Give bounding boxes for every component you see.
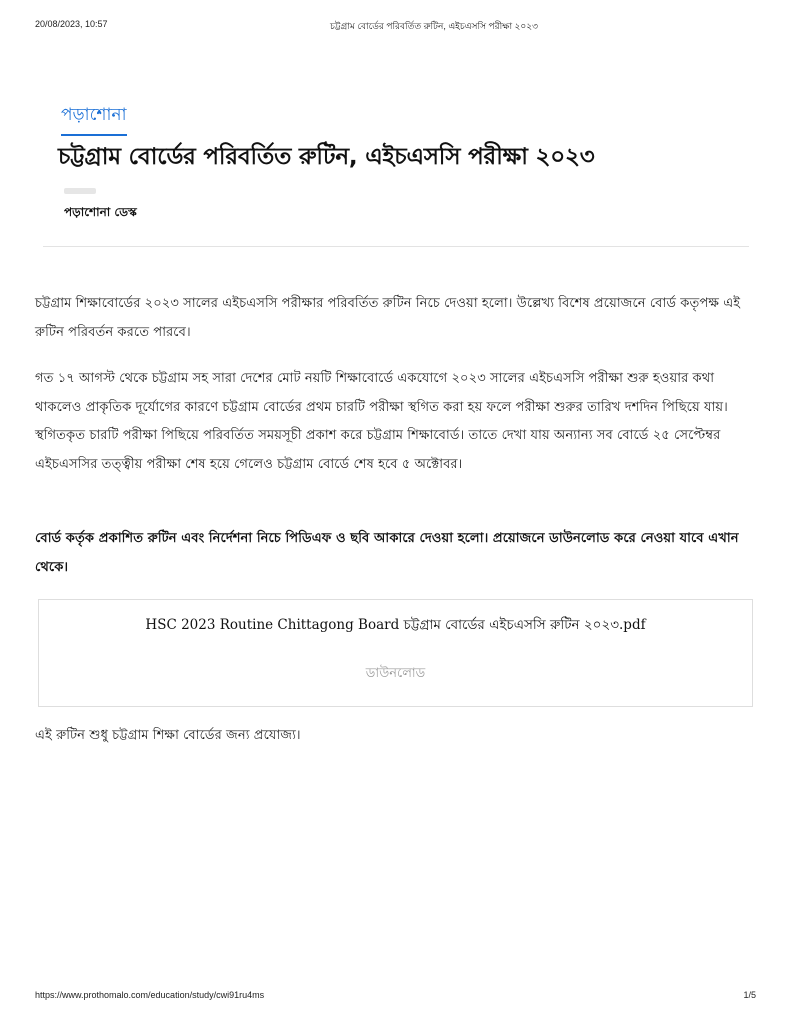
page-url: https://www.prothomalo.com/education/study/cwi91ru4ms bbox=[35, 990, 265, 1000]
paragraph-download-note: বোর্ড কর্তৃক প্রকাশিত রুটিন এবং নির্দেশনা নিচে পিডিএফ ও ছবি আকারে দেওয়া হলো। প্রয়োজনে ডাউনলোড করে নেওয়া যাবে এখান থেকে। bbox=[35, 531, 739, 575]
print-footer bbox=[35, 990, 756, 1004]
attachment-box bbox=[38, 599, 753, 707]
print-page-title: চট্টগ্রাম বোর্ডের পরিবর্তিত রুটিন, এইচএসসি পরীক্ষা ২০২৩ bbox=[330, 21, 538, 31]
download-button[interactable]: ডাউনলোড bbox=[365, 666, 426, 681]
paragraph-intro: চট্টগ্রাম শিক্ষাবোর্ডের ২০২৩ সালের এইচএসসি পরীক্ষার পরিবর্তিত রুটিন নিচে দেওয়া হলো। উল্লেখ্য বিশেষ প্রয়োজনে বোর্ড কতৃপক্ষ এই রুটিন পরিবর্তন করতে পারবে। bbox=[35, 296, 741, 340]
author-name[interactable]: পড়াশোনা ডেস্ক bbox=[64, 205, 137, 219]
print-header bbox=[35, 19, 756, 35]
article-title: চট্টগ্রাম বোর্ডের পরিবর্তিত রুটিন, এইচএসসি পরীক্ষা ২০২৩ bbox=[58, 144, 595, 170]
author-avatar-placeholder bbox=[64, 188, 96, 194]
category-link[interactable]: পড়াশোনা bbox=[61, 102, 127, 136]
paragraph-applicability: এই রুটিন শুধু চট্টগ্রাম শিক্ষা বোর্ডের জন্য প্রযোজ্য। bbox=[35, 728, 301, 743]
print-datetime: 20/08/2023, 10:57 bbox=[35, 19, 108, 29]
divider bbox=[43, 246, 749, 247]
paragraph-details: গত ১৭ আগস্ট থেকে চট্টগ্রাম সহ সারা দেশের মোট নয়টি শিক্ষাবোর্ডে একযোগে ২০২৩ সালের এইচএসসি পরীক্ষা শুরু হওয়ার কথা থাকলেও প্রাকৃতিক দূর্যোগের কারণে চট্টগ্রাম বোর্ডের প্রথম চারটি পরীক্ষা স্থগিত করা হয় ফলে পরীক্ষা শুরুর তারিখ দশদিন পিছিয়ে যায়। স্থগিতকৃত চারটি পরীক্ষা পিছিয়ে পরিবর্তিত সময়সূচী প্রকাশ করে চট্টগ্রাম শিক্ষাবোর্ড। তাতে দেখা যায় অন্যান্য সব বোর্ডে ২৫ সেপ্টেম্বর এইচএসসির তত্ত্বীয় পরীক্ষা শেষ হয়ে গেলেও চট্টগ্রাম বোর্ডে শেষ হবে ৫ অক্টোবর। bbox=[35, 371, 728, 472]
page-number: 1/5 bbox=[743, 990, 756, 1000]
attachment-file-name: HSC 2023 Routine Chittagong Board চট্টগ্রাম বোর্ডের এইচএসসি রুটিন ২০২৩.pdf bbox=[145, 617, 646, 633]
